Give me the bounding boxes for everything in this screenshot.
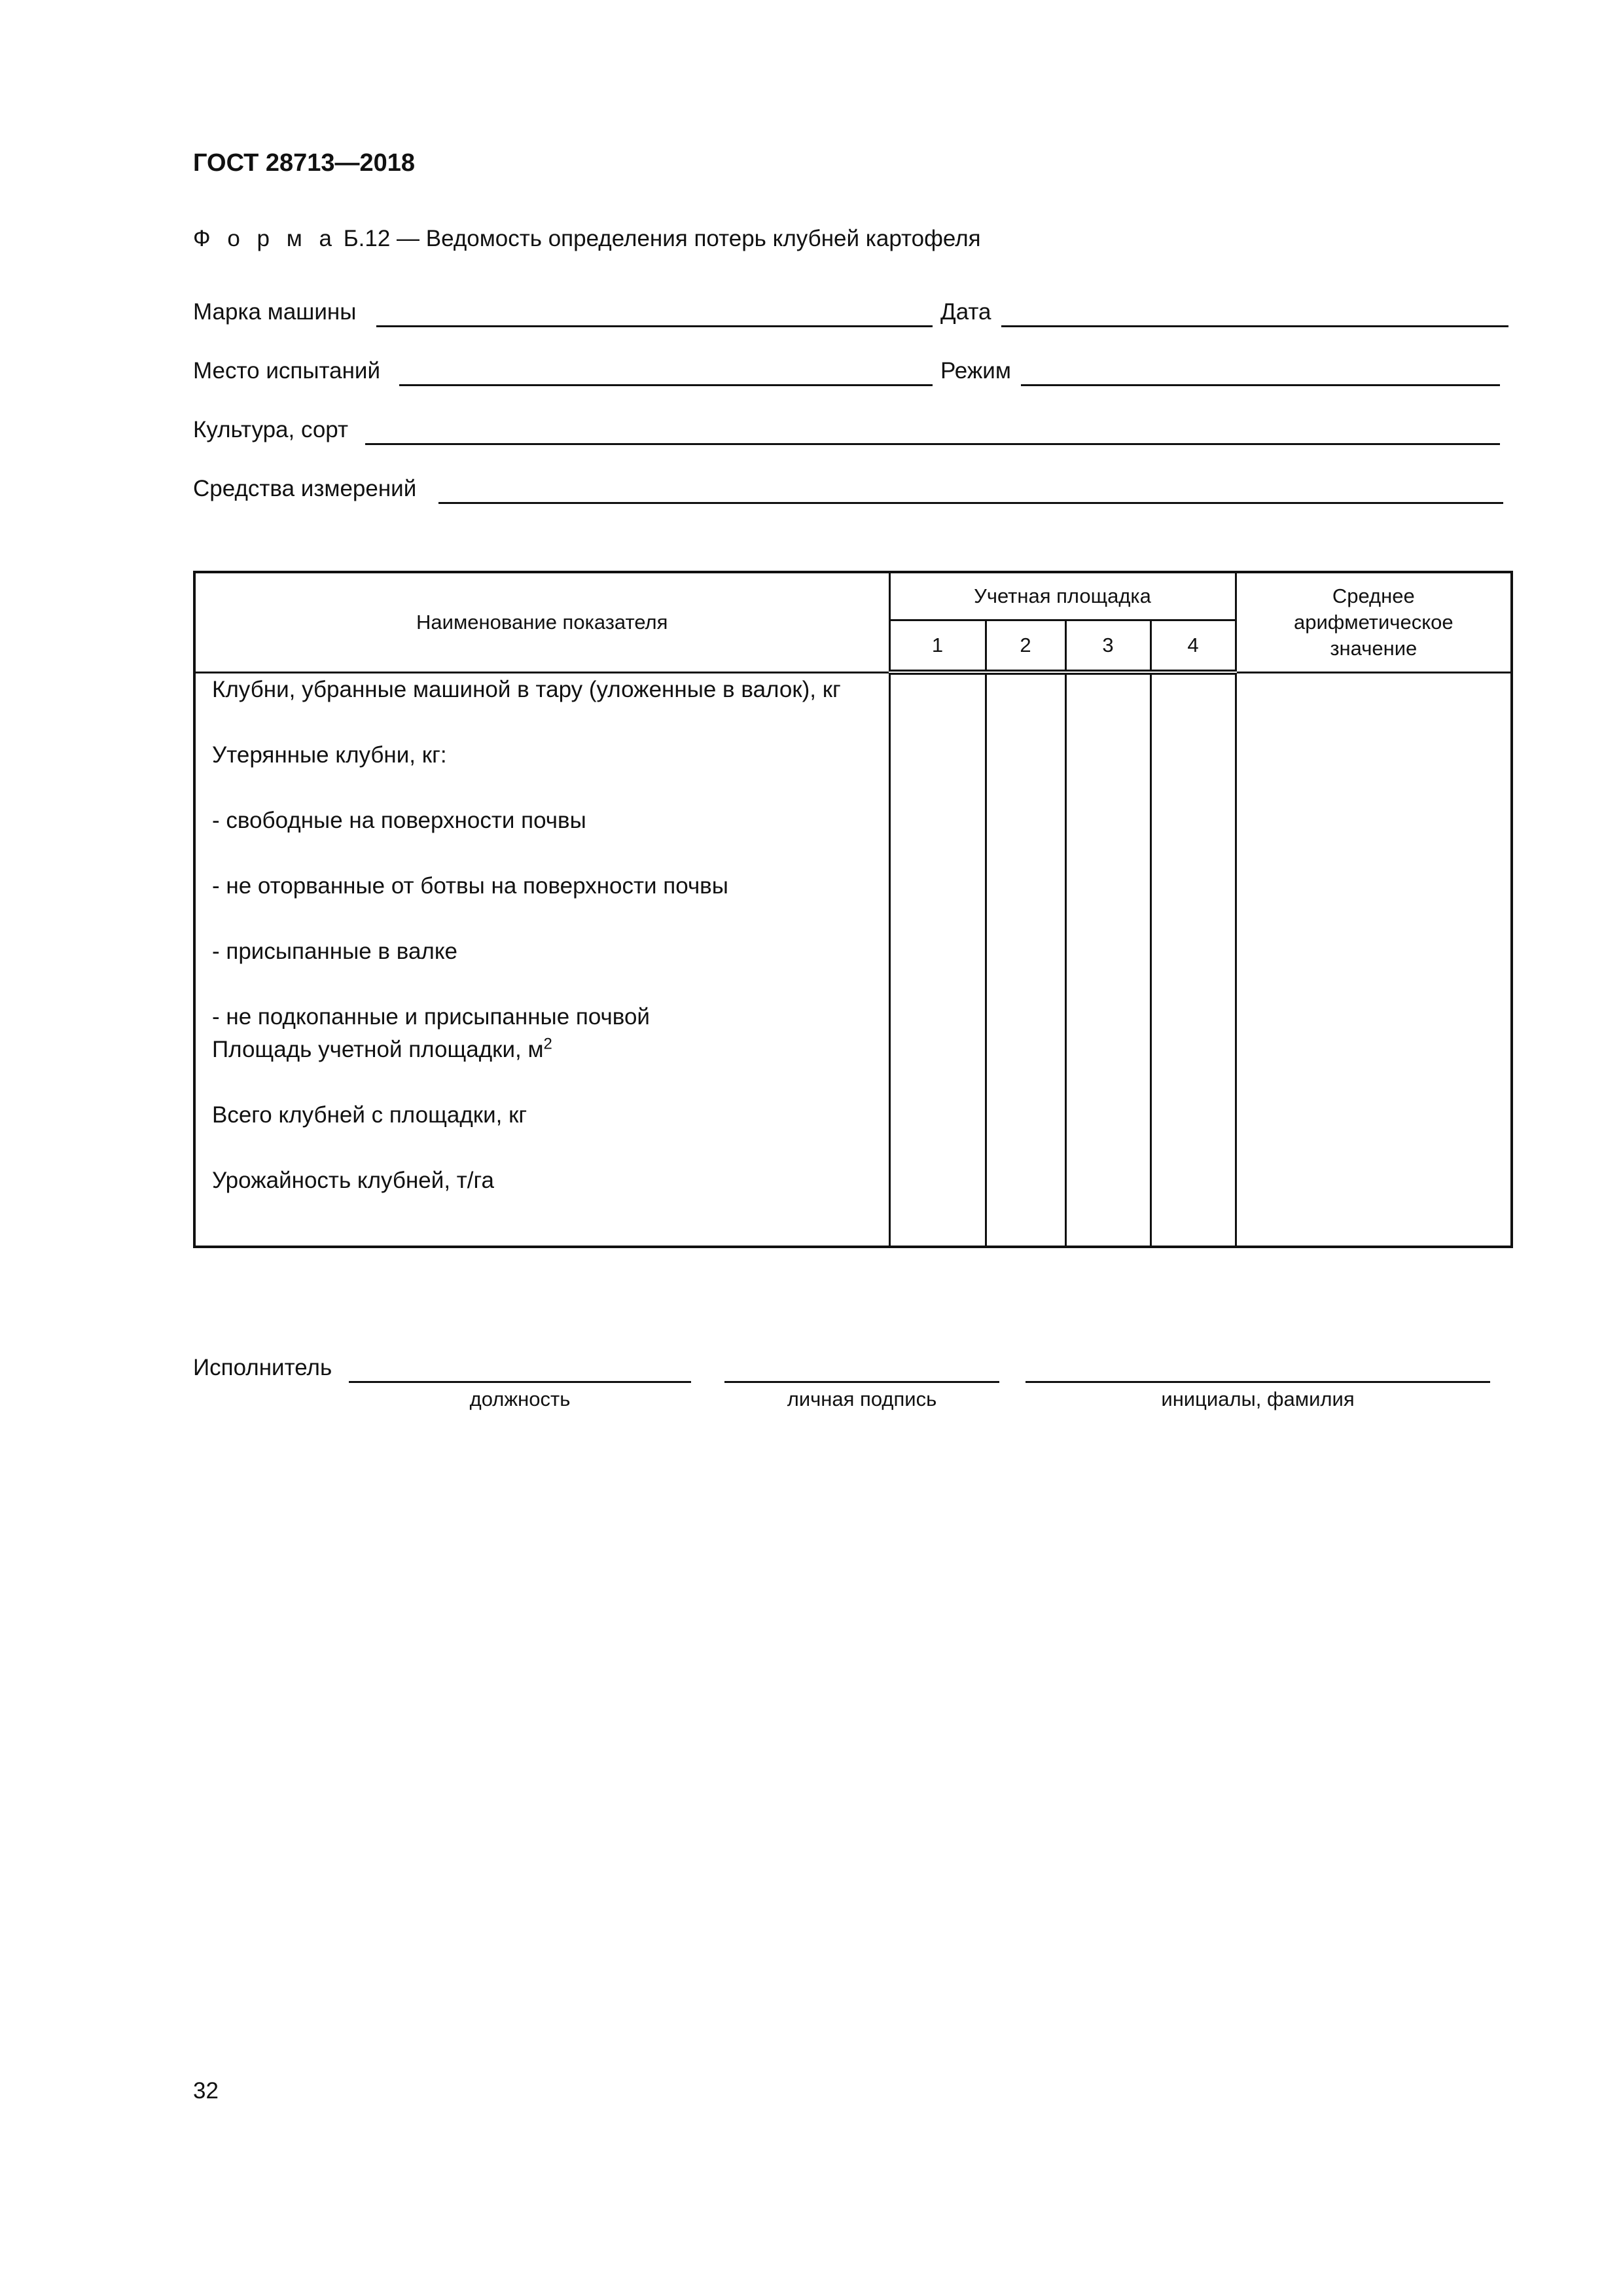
row-plot-area-text: Площадь учетной площадки, м — [212, 1036, 544, 1062]
test-site-field[interactable] — [399, 384, 933, 386]
mean-value-header — [1236, 572, 1512, 672]
plot-4-values[interactable] — [1150, 672, 1236, 1247]
document-header: ГОСТ 28713—2018 — [193, 149, 416, 177]
plot-2-values[interactable] — [986, 672, 1065, 1247]
row-not-detached: - не оторванные от ботвы на поверхности почвы — [212, 872, 728, 899]
mode-label: Режим — [940, 358, 1011, 384]
machine-label: Марка машины — [193, 299, 357, 325]
mean-value-header-text: Среднее арифметическое значение — [1293, 584, 1454, 660]
form-prefix: Ф о р м а — [193, 226, 337, 251]
plot-1-values[interactable] — [889, 672, 986, 1247]
row-lost: Утерянные клубни, кг: — [212, 742, 447, 768]
row-free-surface: - свободные на поверхности почвы — [212, 807, 586, 833]
indicator-list — [194, 672, 889, 1247]
indicator-name-header: Наименование показателя — [194, 572, 889, 672]
row-total-tubers: Всего клубней с площадки, кг — [212, 1102, 527, 1128]
row-yield: Урожайность клубней, т/га — [212, 1167, 494, 1193]
form-title — [193, 226, 981, 252]
mode-field[interactable] — [1021, 384, 1500, 386]
signature-field[interactable] — [724, 1381, 999, 1383]
date-label: Дата — [940, 299, 991, 325]
position-caption: должность — [469, 1388, 571, 1410]
instruments-label: Средства измерений — [193, 476, 417, 501]
test-site-label: Место испытаний — [193, 358, 381, 384]
crop-field[interactable] — [365, 443, 1500, 445]
name-caption: инициалы, фамилия — [1161, 1388, 1355, 1410]
plot-header: Учетная площадка — [889, 572, 1236, 620]
date-field[interactable] — [1001, 325, 1508, 327]
plot-3-values[interactable] — [1065, 672, 1150, 1247]
position-field[interactable] — [349, 1381, 691, 1383]
signature-caption: личная подпись — [787, 1388, 937, 1410]
loss-table — [193, 571, 1513, 1248]
machine-field[interactable] — [376, 325, 933, 327]
plot-number-4: 4 — [1150, 620, 1236, 672]
plot-number-2: 2 — [986, 620, 1065, 672]
row-not-dug: - не подкопанные и присыпанные почвой — [212, 1003, 650, 1030]
area-unit-superscript: 2 — [543, 1034, 552, 1052]
crop-label: Культура, сорт — [193, 417, 349, 442]
row-covered-in-swath: - присыпанные в валке — [212, 938, 458, 964]
plot-number-1: 1 — [889, 620, 986, 672]
row-harvested: Клубни, убранные машиной в тару (уложенные в валок), кг — [212, 676, 841, 702]
page-number: 32 — [193, 2078, 219, 2104]
form-title-text: Б.12 — Ведомость определения потерь клубней картофеля — [343, 226, 981, 251]
executor-label: Исполнитель — [193, 1355, 332, 1380]
row-plot-area — [212, 1033, 889, 1066]
name-field[interactable] — [1026, 1381, 1490, 1383]
plot-number-3: 3 — [1065, 620, 1150, 672]
mean-values[interactable] — [1236, 672, 1512, 1247]
instruments-field[interactable] — [438, 502, 1503, 504]
